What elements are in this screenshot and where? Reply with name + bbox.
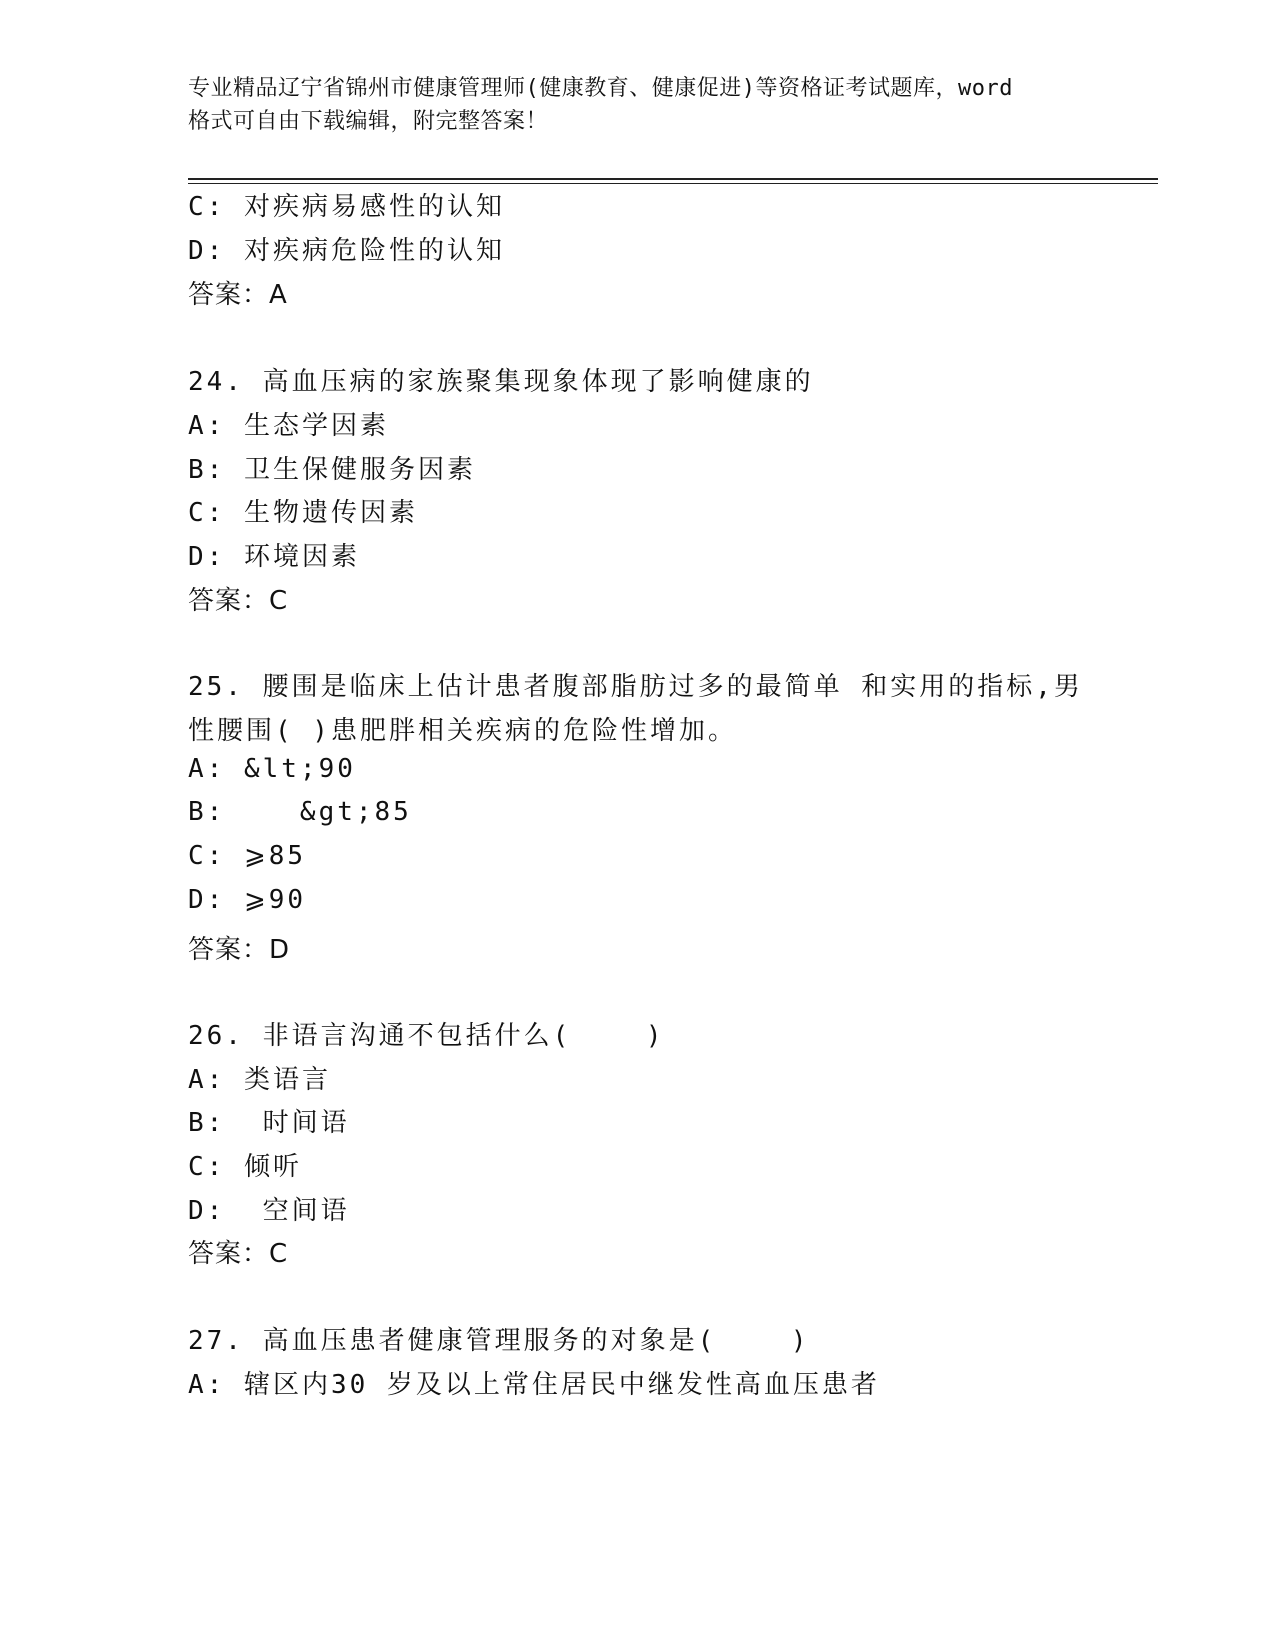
q26-option-b: B: 时间语 — [188, 1108, 350, 1138]
q25-option-c: C: ⩾85 — [188, 841, 307, 871]
q25-stem-line-1: 25. 腰围是临床上估计患者腹部脂肪过多的最简单 和实用的指标,男 — [188, 672, 1083, 702]
q24-stem: 24. 高血压病的家族聚集现象体现了影响健康的 — [188, 367, 814, 397]
document-header — [188, 72, 1108, 138]
q24-option-c: C: 生物遗传因素 — [188, 498, 418, 528]
q25-option-a: A: &lt;90 — [188, 754, 356, 784]
q25-option-b: B: &gt;85 — [188, 797, 412, 827]
q24-answer: 答案：C — [188, 586, 289, 616]
header-rule-thick — [188, 178, 1158, 180]
header-line-1: 专业精品辽宁省锦州市健康管理师(健康教育、健康促进)等资格证考试题库，word — [188, 76, 1013, 101]
q25-stem-line-2: 性腰围( )患肥胖相关疾病的危险性增加。 — [188, 716, 737, 746]
q27-option-a: A: 辖区内30 岁及以上常住居民中继发性高血压患者 — [188, 1370, 880, 1400]
q26-stem: 26. 非语言沟通不包括什么( ) — [188, 1021, 665, 1051]
q26-option-a: A: 类语言 — [188, 1065, 331, 1095]
q26-answer: 答案：C — [188, 1239, 289, 1269]
q23-option-d: D: 对疾病危险性的认知 — [188, 236, 505, 266]
q24-option-a: A: 生态学因素 — [188, 411, 389, 441]
q23-answer: 答案：A — [188, 280, 288, 310]
q27-stem: 27. 高血压患者健康管理服务的对象是( ) — [188, 1326, 810, 1356]
q24-option-b: B: 卫生保健服务因素 — [188, 455, 476, 485]
q26-option-c: C: 倾听 — [188, 1152, 302, 1182]
q23-option-c: C: 对疾病易感性的认知 — [188, 192, 505, 222]
q26-option-d: D: 空间语 — [188, 1196, 350, 1226]
q24-option-d: D: 环境因素 — [188, 542, 360, 572]
q25-answer: 答案：D — [188, 935, 291, 965]
header-rule-thin — [188, 183, 1158, 184]
header-line-2: 格式可自由下载编辑，附完整答案！ — [188, 109, 549, 134]
q25-option-d: D: ⩾90 — [188, 885, 307, 915]
